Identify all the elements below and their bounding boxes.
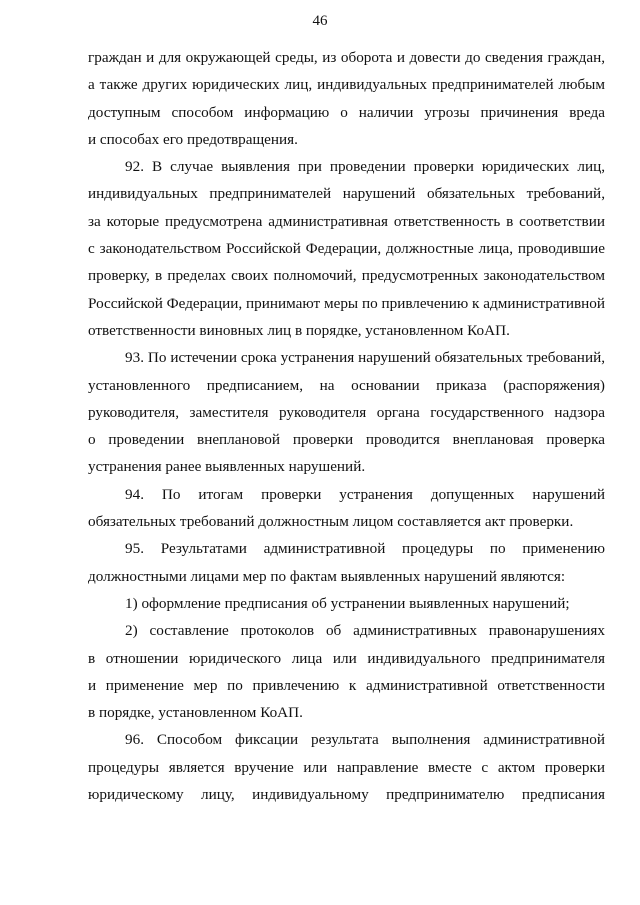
text-line: в порядке, установленном КоАП. [88, 704, 303, 722]
text-line: установленного предписанием, на основании приказа (распоряжения) [88, 376, 605, 394]
text-line: 1) оформление предписания об устранении выявленных нарушений; [125, 594, 570, 612]
text-line: и применение мер по привлечению к административной ответственности [88, 676, 605, 694]
page-number: 46 [312, 13, 328, 29]
text-line: 2) составление протоколов об административных правонарушениях [125, 622, 605, 640]
text-line: руководителя, заместителя руководителя органа государственного надзора [88, 403, 605, 421]
text-line: за которые предусмотрена административная ответственность в соответствии [88, 212, 605, 230]
paragraph-94 [88, 481, 605, 536]
paragraph-92 [88, 153, 605, 344]
text-line: о проведении внеплановой проверки проводится внеплановая проверка [88, 431, 605, 449]
text-line: индивидуальных предпринимателей нарушений обязательных требований, [88, 185, 605, 203]
text-line: 96. Способом фиксации результата выполнения административной [125, 731, 605, 749]
text-line: в отношении юридического лица или индивидуального предпринимателя [88, 649, 605, 667]
text-line: 94. По итогам проверки устранения допущенных нарушений [125, 485, 605, 503]
text-line: доступным способом информацию о наличии угрозы причинения вреда [88, 103, 605, 121]
paragraph-93 [88, 344, 605, 480]
text-line: обязательных требований должностным лицом составляется акт проверки. [88, 513, 574, 531]
paragraph-95 [88, 535, 605, 590]
text-line: а также других юридических лиц, индивидуальных предпринимателей любым [88, 76, 605, 94]
text-line: 93. По истечении срока устранения нарушений обязательных требований, [125, 349, 605, 367]
text-line: процедуры является вручение или направление вместе с актом проверки [88, 758, 605, 776]
text-line: Российской Федерации, принимают меры по привлечению к административной [88, 294, 605, 312]
document-body [88, 44, 605, 808]
text-line: должностными лицами мер по фактам выявленных нарушений являются: [88, 567, 566, 585]
text-line: 92. В случае выявления при проведении проверки юридических лиц, [125, 158, 605, 176]
text-line: 95. Результатами административной процедуры по применению [125, 540, 605, 558]
list-item-95-2 [88, 617, 605, 726]
text-line: устранения ранее выявленных нарушений. [88, 458, 366, 476]
list-item-95-1 [88, 590, 605, 617]
text-line: и способах его предотвращения. [88, 130, 298, 148]
text-line: с законодательством Российской Федерации, должностные лица, проводившие [88, 240, 605, 258]
text-line: ответственности виновных лиц в порядке, установленном КоАП. [88, 321, 510, 339]
paragraph-continuation [88, 44, 605, 153]
text-line: юридическому лицу, индивидуальному предпринимателю предписания [88, 786, 605, 804]
text-line: проверку, в пределах своих полномочий, предусмотренных законодательством [88, 267, 605, 285]
paragraph-96 [88, 726, 605, 808]
text-line: граждан и для окружающей среды, из оборота и довести до сведения граждан, [88, 49, 605, 66]
